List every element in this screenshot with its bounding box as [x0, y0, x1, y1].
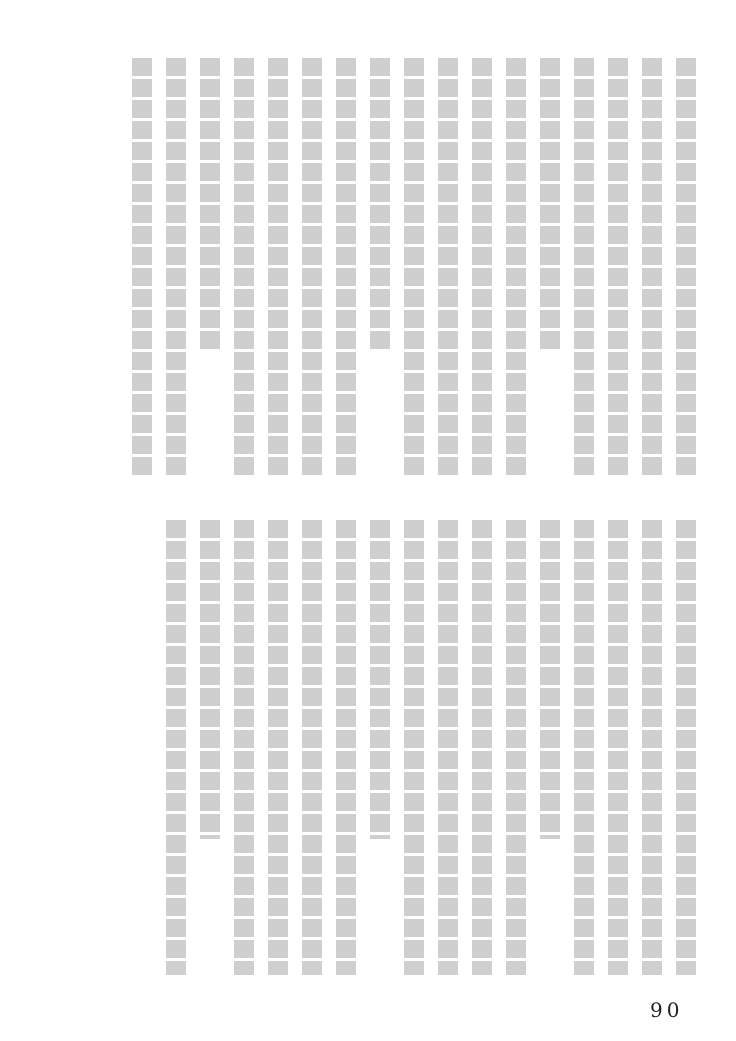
redacted-text-column — [574, 58, 594, 478]
redacted-text-column — [302, 58, 322, 478]
text-block-lower-redacted — [166, 520, 696, 975]
redacted-text-column — [472, 520, 492, 975]
redacted-text-column — [540, 520, 560, 839]
page-number: 90 — [650, 998, 684, 1022]
redacted-text-column — [200, 520, 220, 839]
redacted-text-column — [438, 58, 458, 478]
redacted-text-column — [234, 520, 254, 975]
redacted-text-column — [404, 520, 424, 975]
redacted-text-column — [336, 58, 356, 478]
redacted-text-column — [166, 520, 186, 975]
redacted-text-column — [166, 58, 186, 478]
redacted-text-column — [506, 58, 526, 478]
redacted-text-column — [234, 58, 254, 478]
redacted-text-column — [302, 520, 322, 975]
redacted-text-column — [574, 520, 594, 975]
redacted-text-column — [438, 520, 458, 975]
text-block-upper-redacted — [132, 58, 696, 478]
redacted-text-column — [404, 58, 424, 478]
redacted-text-column — [608, 520, 628, 975]
redacted-text-column — [370, 520, 390, 839]
redacted-text-column — [268, 58, 288, 478]
redacted-text-column — [608, 58, 628, 478]
redacted-text-column — [642, 58, 662, 478]
redacted-text-column — [370, 58, 390, 352]
redacted-text-column — [642, 520, 662, 975]
redacted-text-column — [506, 520, 526, 975]
redacted-text-column — [336, 520, 356, 975]
redacted-text-column — [676, 58, 696, 478]
redacted-text-column — [540, 58, 560, 352]
redacted-text-column — [676, 520, 696, 975]
redacted-text-column — [268, 520, 288, 975]
redacted-text-column — [200, 58, 220, 352]
redacted-text-column — [472, 58, 492, 478]
redacted-text-column — [132, 58, 152, 478]
